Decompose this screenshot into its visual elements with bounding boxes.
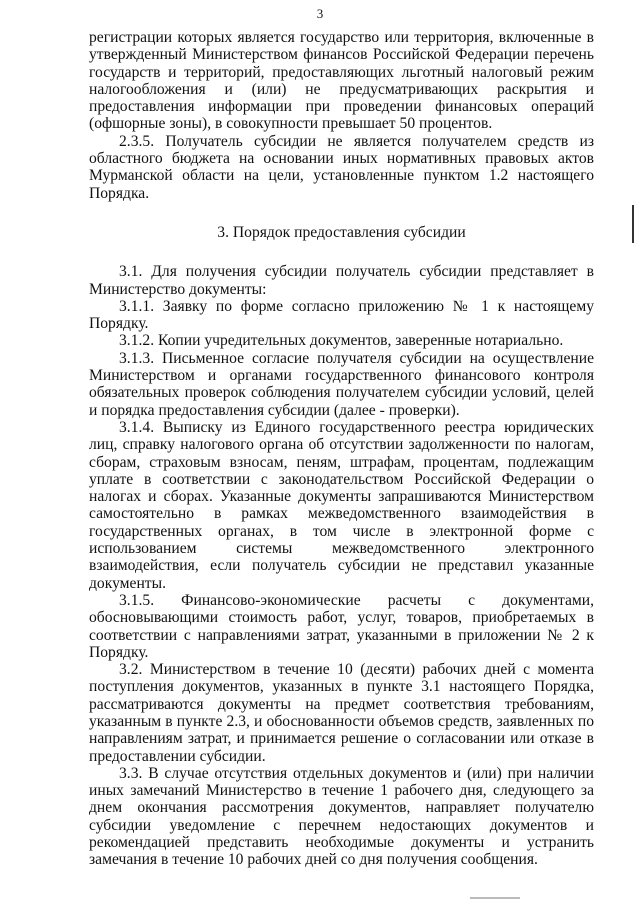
scan-smudge	[470, 897, 520, 899]
paragraph-3-1-5: 3.1.5. Финансово-экономические расчеты с документами, обосновывающими стоимость работ, услуг, товаров, приобретаемых в соответствии с направлениями затрат, указанными в приложении № 2 к Порядку.	[89, 591, 594, 661]
page-number: 3	[316, 6, 324, 21]
paragraph-3-1-2: 3.1.2. Копии учредительных документов, заверенные нотариально.	[119, 332, 564, 350]
section-heading: 3. Порядок предоставления субсидии	[217, 223, 466, 241]
paragraph-continuation: регистрации которых является государство или территория, включенные в утвержденный Министерством финансов Российской Федерации перечень государств и территорий, предоставляющих льготный налоговый режим налогообложения и (или) не предусматривающих раскрытия и предоставления информации при проведении финансовых операций (офшорные зоны), в совокупности превышает 50 процентов.	[89, 29, 594, 133]
paragraph-3-1-3: 3.1.3. Письменное согласие получателя субсидии на осуществление Министерством и органами государственного финансового контроля обязательных проверок соблюдения получателем субсидии условий, целей и порядка предоставления субсидии (далее - проверки).	[89, 349, 594, 419]
paragraph-3-3: 3.3. В случае отсутствия отдельных документов и (или) при наличии иных замечаний Министерство в течение 1 рабочего дня, следующего за днем окончания рассмотрения документов, направляет получателю субсидии уведомление с перечнем недостающих документов и рекомендацией представить необходимые документы и устранить замечания в течение 10 рабочих дней со дня получения сообщения.	[89, 764, 594, 869]
paragraph-3-2: 3.2. Министерством в течение 10 (десяти) рабочих дней с момента поступления документов, указанных в пункте 3.1 настоящего Порядка, рассматриваются документы на предмет соответствия требованиям, указанным в пункте 2.3, и обоснованности объемов средств, заявленных по направлениям затрат, и принимается решение о согласовании или отказе в предоставлении субсидии.	[89, 661, 594, 765]
document-body	[89, 29, 594, 869]
paragraph-2-3-5: 2.3.5. Получатель субсидии не является получателем средств из областного бюджета на основании иных нормативных правовых актов Мурманской области на цели, установленные пунктом 1.2 настоящего Порядка.	[89, 132, 594, 202]
paragraph-3-1: 3.1. Для получения субсидии получатель субсидии представляет в Министерство документы:	[89, 263, 594, 298]
scan-margin-mark	[632, 205, 634, 243]
paragraph-3-1-1: 3.1.1. Заявку по форме согласно приложению № 1 к настоящему Порядку.	[89, 297, 594, 333]
paragraph-3-1-4: 3.1.4. Выписку из Единого государственного реестра юридических лиц, справку налогового органа об отсутствии задолженности по налогам, сборам, страховым взносам, пеням, штрафам, процентам, подлежащим уплате в соответствии с законодательством Российской Федерации о налогах и сборах. Указанные документы запрашиваются Министерством самостоятельно в рамках межведомственного взаимодействия в государственных органах, в том числе в электронной форме с использованием системы межведомственного электронного взаимодействия, если получатель субсидии не представил указанные документы.	[89, 418, 594, 592]
